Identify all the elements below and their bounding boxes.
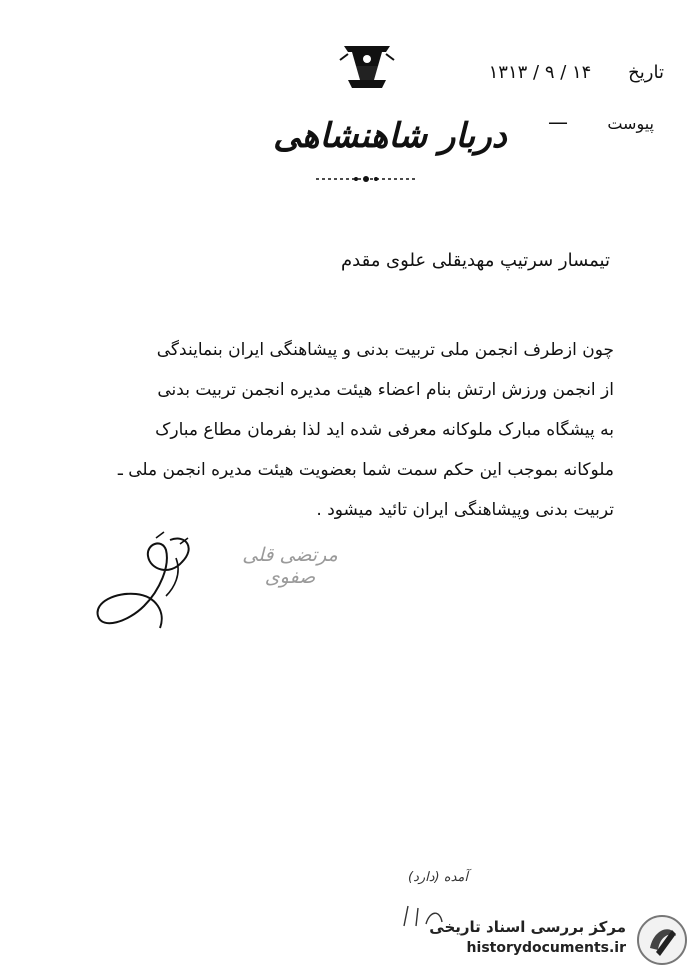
archive-watermark <box>414 912 694 968</box>
recipient-line: تیمسار سرتیپ مهدیقلی علوی مقدم <box>341 250 610 271</box>
attachment-label: پیوست <box>607 114 654 133</box>
ornamental-divider <box>316 172 416 186</box>
archive-logo-icon <box>636 914 688 966</box>
body-line: از انجمن ورزش ارتش بنام اعضاء هیئت مدیره انجمن تربیت بدنی <box>157 380 614 400</box>
letter-body <box>40 330 614 530</box>
body-line: به پیشگاه مبارک ملوکانه معرفی شده اید لذا بفرمان مطاع مبارک <box>155 420 614 440</box>
watermark-url: historydocuments.ir <box>466 940 626 956</box>
faint-signature-text: مرتضی قلی صفوی <box>242 544 338 588</box>
date-value: ۱۳۱۳ / ۹ / ۱۴ <box>488 62 592 83</box>
body-line: تربیت بدنی وپیشاهنگی ایران تائید میشود . <box>316 500 614 520</box>
date-label: تاریخ <box>628 62 664 83</box>
handwritten-note: آمده (دارد) <box>408 870 468 885</box>
court-title: دربار شاهنشاهی <box>273 116 507 156</box>
attachment-value: — <box>548 110 568 134</box>
crown-emblem-icon <box>334 40 400 92</box>
handwritten-signature <box>90 528 200 638</box>
body-line: ملوکانه بموجب این حکم سمت شما بعضویت هیئت مدیره انجمن ملی ـ <box>117 460 614 480</box>
body-line: چون ازطرف انجمن ملی تربیت بدنی و پیشاهنگی ایران بنمایندگی <box>156 340 614 360</box>
watermark-name: مرکز بررسی اسناد تاریخی <box>429 918 626 936</box>
